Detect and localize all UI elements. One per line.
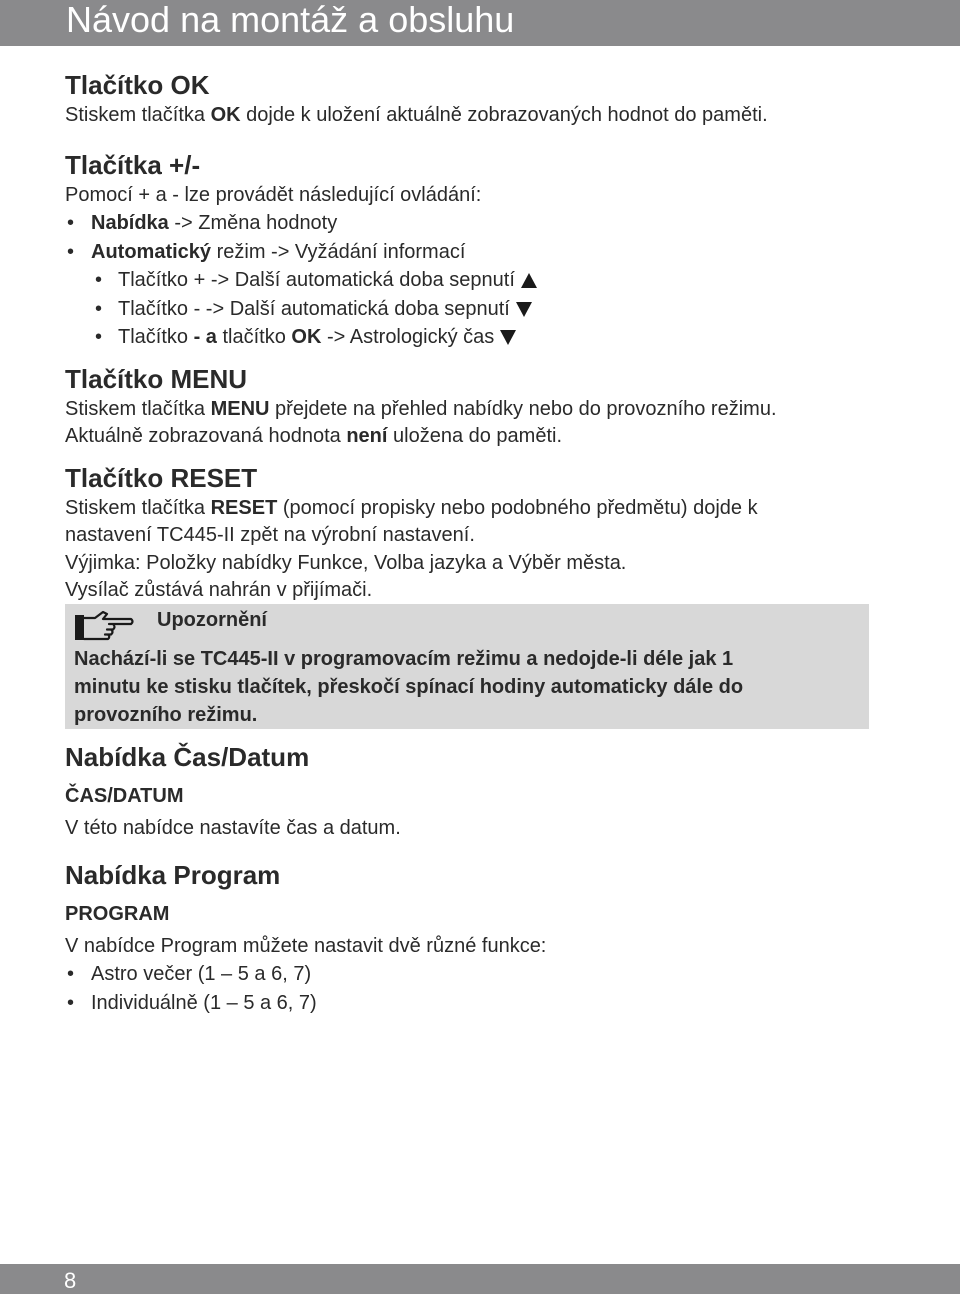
- ok-text: [65, 102, 895, 130]
- reset-line1-bold: RESET: [210, 496, 278, 519]
- bullet-icon: •: [67, 212, 75, 234]
- notice-box: [65, 604, 869, 729]
- subitem-text: Tlačítko + -> Další automatická doba sepnutí: [118, 269, 515, 291]
- content-lower: [65, 740, 895, 1017]
- bullet-icon: •: [95, 269, 103, 291]
- datetime-heading: Nabídka Čas/Datum: [65, 742, 310, 772]
- menu-line2-post: uložena do paměti.: [387, 425, 563, 447]
- reset-line2: nastavení TC445-II zpět na výrobní nastavení.: [65, 524, 475, 546]
- notice-line: Nachází-li se TC445-II v programovacím režimu a nedojde-li déle jak 1: [74, 648, 734, 670]
- plusminus-heading: Tlačítka +/-: [65, 149, 201, 180]
- page-footer-bar: [0, 1264, 960, 1294]
- reset-line1-post: (pomocí propisky nebo podobného předmětu) dojde k: [277, 496, 758, 519]
- list-item: [65, 209, 895, 238]
- list-item: [65, 960, 895, 989]
- plusminus-intro: Pomocí + a - lze provádět následující ovládání:: [65, 183, 482, 206]
- subitem-text: Tlačítko - -> Další automatická doba sepnutí: [118, 297, 510, 320]
- notice-text: [74, 645, 866, 729]
- bullet-icon: •: [67, 991, 75, 1014]
- menu-line1: [65, 396, 895, 424]
- list-subitem: [65, 266, 895, 295]
- reset-heading: Tlačítko RESET: [65, 462, 258, 493]
- notice-line: provozního režimu.: [74, 704, 258, 726]
- subitem-text: -> Astrologický čas: [321, 326, 495, 348]
- datetime-text: V této nabídce nastavíte čas a datum.: [65, 817, 401, 839]
- menu-heading: Tlačítko MENU: [65, 363, 248, 394]
- list-subitem: [65, 323, 895, 352]
- page-title: Návod na montáž a obsluhu: [66, 0, 515, 40]
- notice-title: Upozornění: [157, 609, 267, 631]
- program-list: [65, 960, 895, 1017]
- menu-line2-bold: není: [346, 425, 388, 447]
- ok-text-pre: Stiskem tlačítka: [65, 104, 211, 126]
- down-triangle-icon: [500, 330, 516, 345]
- ok-text-bold: OK: [210, 104, 241, 126]
- bullet-icon: •: [95, 326, 103, 348]
- ok-text-post: dojde k uložení aktuálně zobrazovaných hodnot do paměti.: [240, 104, 768, 126]
- program-heading: Nabídka Program: [65, 859, 281, 890]
- list-item: [65, 238, 895, 267]
- content: [65, 68, 895, 605]
- plusminus-list: [65, 209, 895, 352]
- ok-heading: Tlačítko OK: [65, 70, 210, 100]
- bullet-icon: •: [95, 297, 103, 320]
- pointing-hand-icon: [73, 608, 135, 644]
- reset-line4: Vysílač zůstává nahrán v přijímači.: [65, 579, 373, 601]
- list-item: [65, 989, 895, 1018]
- item-text: -> Změna hodnoty: [168, 212, 338, 234]
- list-subitem: [65, 295, 895, 324]
- subitem-bold: - a: [193, 326, 217, 348]
- bullet-icon: •: [67, 240, 75, 263]
- reset-line1: [65, 495, 895, 523]
- page-number: 8: [64, 1268, 77, 1293]
- notice-line: minutu ke stisku tlačítek, přeskočí spínací hodiny automaticky dále do: [74, 676, 744, 698]
- menu-line2: [65, 423, 895, 451]
- menu-line2-pre: Aktuálně zobrazovaná hodnota: [65, 425, 347, 447]
- down-triangle-icon: [516, 302, 532, 317]
- item-text: Individuálně (1 – 5 a 6, 7): [91, 991, 317, 1014]
- subitem-text: tlačítko: [216, 326, 292, 348]
- item-text: Astro večer (1 – 5 a 6, 7): [91, 963, 312, 985]
- up-triangle-icon: [521, 273, 537, 288]
- program-subheading: PROGRAM: [65, 902, 170, 925]
- reset-line1-pre: Stiskem tlačítka: [65, 496, 211, 519]
- item-text: režim -> Vyžádání informací: [211, 240, 466, 263]
- item-bold: Automatický: [91, 240, 212, 263]
- subitem-text: Tlačítko: [118, 326, 194, 348]
- bullet-icon: •: [67, 963, 75, 985]
- item-bold: Nabídka: [91, 212, 169, 234]
- program-intro: V nabídce Program můžete nastavit dvě různé funkce:: [65, 934, 547, 957]
- menu-line1-post: přejdete na přehled nabídky nebo do provozního režimu.: [269, 397, 777, 420]
- subitem-bold: OK: [291, 326, 322, 348]
- menu-line1-bold: MENU: [210, 397, 270, 420]
- datetime-subheading: ČAS/DATUM: [65, 785, 184, 807]
- menu-line1-pre: Stiskem tlačítka: [65, 397, 211, 420]
- reset-line3: Výjimka: Položky nabídky Funkce, Volba jazyka a Výběr města.: [65, 551, 627, 574]
